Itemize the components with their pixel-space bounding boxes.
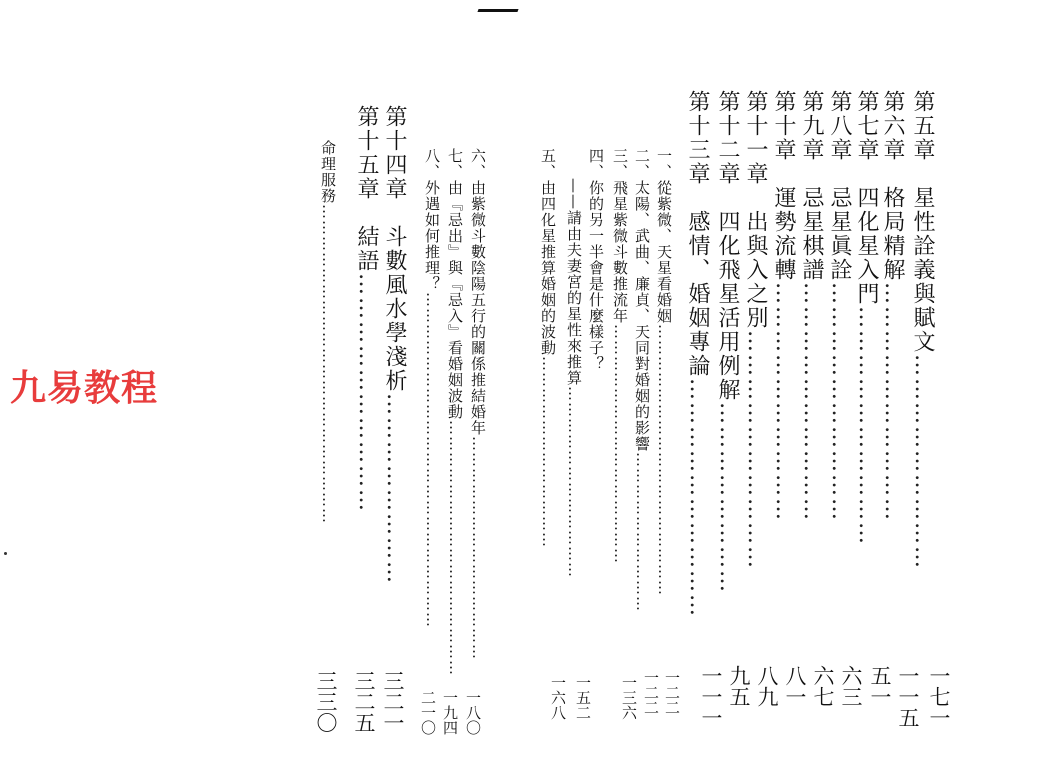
toc-section-8: 八、外遇如何推理？……………………………………………………… — [423, 148, 441, 628]
toc-entry-ch5: 第五章 星性詮義與賦文……………………… — [910, 90, 935, 570]
toc-page-ch11: 八九 — [755, 665, 779, 707]
toc-section-4-sub: ——請由夫妻宮的星性來推算……………………………… — [565, 178, 583, 578]
top-mark — [477, 9, 518, 12]
toc-entry-ch14: 第十四章 斗數風水學淺析…………………… — [382, 105, 407, 585]
toc-page-ch12: 九五 — [727, 665, 751, 707]
toc-entry-ch10: 第十章 運勢流轉………………………… — [771, 90, 796, 522]
toc-section-3-page: 一三六 — [620, 675, 638, 720]
toc-page-ch6: 一一五 — [896, 665, 920, 728]
toc-page-ch14: 三二一 — [381, 670, 405, 733]
toc-page-ch13: 一一一 — [699, 665, 723, 728]
toc-page-ch10: 八一 — [783, 665, 807, 707]
toc-section-5-page: 一六八 — [549, 675, 567, 720]
toc-entry-ch6: 第六章 格局精解………………………… — [880, 90, 905, 522]
toc-service: 命理服務…………………………………………………… — [319, 140, 337, 524]
toc-section-2-page: 一二二 — [642, 670, 660, 715]
toc-section-7: 七、由『忌出』與『忌入』看婚姻波動………………………………………… — [446, 148, 464, 676]
toc-section-8-page: 二一〇 — [419, 690, 437, 735]
watermark: 九易教程 — [10, 368, 159, 409]
toc-section-4-page: 一五二 — [574, 675, 592, 720]
toc-section-4: 四、你的另一半會是什麼樣子？ — [587, 148, 605, 372]
toc-entry-ch11: 第十一章 出與入之別………………………… — [743, 90, 768, 570]
toc-entry-ch7: 第七章 四化星入門………………………… — [854, 90, 879, 546]
toc-page-ch5: 一七一 — [927, 665, 951, 728]
toc-entry-ch13: 第十三章 感情、婚姻專論………………………… — [685, 90, 710, 618]
toc-entry-ch15: 第十五章 結語………………………… — [354, 105, 379, 513]
toc-section-1: 一、從紫微、天星看婚姻…………………………………………… — [655, 148, 673, 596]
toc-section-1-page: 一二二 — [663, 670, 681, 715]
toc-section-6-page: 一八〇 — [464, 690, 482, 735]
toc-section-5: 五、由四化星推算婚姻的波動……………………………… — [539, 148, 557, 548]
toc-section-7-page: 一九四 — [441, 690, 459, 735]
toc-section-6: 六、由紫微斗數陰陽五行的關係推結婚年…………………………………… — [469, 148, 487, 660]
edge-speck — [4, 552, 7, 555]
toc-page-ch9: 六七 — [811, 665, 835, 707]
toc-section-2: 二、太陽、武曲、廉貞、天同對婚姻的影響………………………… — [633, 148, 651, 612]
toc-page-ch7: 五一 — [868, 665, 892, 707]
toc-entry-ch9: 第九章 忌星棋譜………………………… — [799, 90, 824, 522]
toc-entry-ch8: 第八章 忌星眞詮………………………… — [827, 90, 852, 522]
toc-service-page: 三三〇 — [314, 670, 338, 733]
toc-page-ch15: 三二五 — [352, 670, 376, 733]
toc-section-3: 三、飛星紫微斗數推流年……………………………………… — [611, 148, 629, 564]
toc-entry-ch12: 第十二章 四化飛星活用例解…………………… — [715, 90, 740, 594]
toc-page-ch8: 六三 — [839, 665, 863, 707]
